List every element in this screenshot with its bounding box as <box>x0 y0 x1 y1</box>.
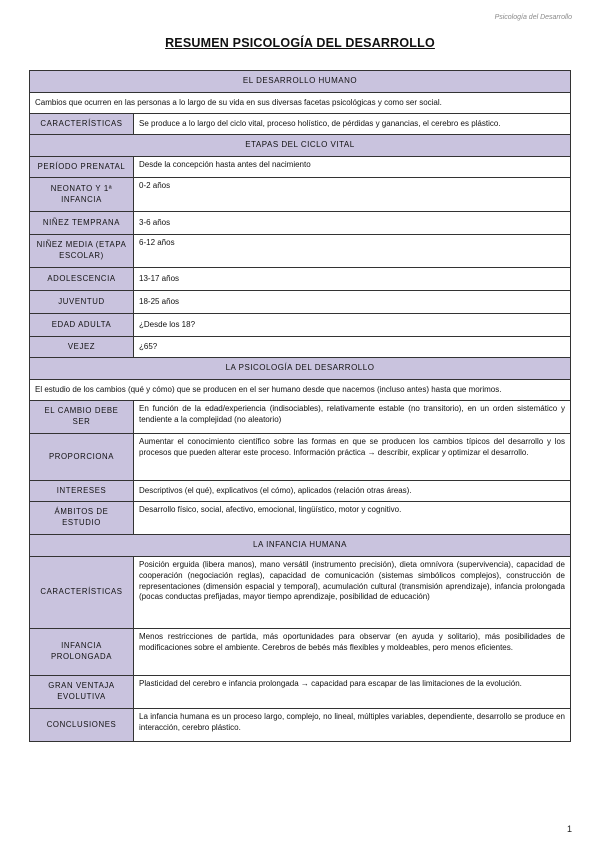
section-header-row <box>30 71 571 93</box>
row-text: 18-25 años <box>134 291 571 314</box>
row-text: En función de la edad/experiencia (indisociables), relativamente estable (no transitorio), en un orden sistemático y tendiente a la complejidad (no aleatorio) <box>134 401 571 434</box>
page-number: 1 <box>566 824 572 834</box>
row-text: ¿Desde los 18? <box>134 314 571 337</box>
row-text: Se produce a lo largo del ciclo vital, proceso holístico, de pérdidas y ganancias, el cerebro es plástico. <box>134 114 571 135</box>
row-label: PROPORCIONA <box>30 434 134 481</box>
row-text: Desde la concepción hasta antes del nacimiento <box>134 157 571 178</box>
page-title: RESUMEN PSICOLOGÍA DEL DESARROLLO <box>165 36 435 50</box>
section-intro: Cambios que ocurren en las personas a lo largo de su vida en sus diversas facetas psicológicas y como ser social. <box>30 93 571 114</box>
row-text: Menos restricciones de partida, más oportunidades para observar (en ayuda y solitario), más posibilidades de modificaciones sobre el ambiente. Cerebros de bebés más flexibles y moldeables, pero menos eficientes. <box>134 629 571 676</box>
row-text: Plasticidad del cerebro e infancia prolongada → capacidad para escapar de las limitaciones de la evolución. <box>134 676 571 709</box>
row-label: EL CAMBIO DEBE SER <box>30 401 134 434</box>
row-text: 13-17 años <box>134 268 571 291</box>
row-label: ADOLESCENCIA <box>30 268 134 291</box>
row-text: 0-2 años <box>134 178 571 212</box>
row-label: INTERESES <box>30 481 134 502</box>
section-heading: EL DESARROLLO HUMANO <box>30 71 571 93</box>
row-label: CARACTERÍSTICAS <box>30 114 134 135</box>
row-text: 3-6 años <box>134 212 571 235</box>
row-label: GRAN VENTAJA EVOLUTIVA <box>30 676 134 709</box>
row-label: PERÍODO PRENATAL <box>30 157 134 178</box>
row-label: INFANCIA PROLONGADA <box>30 629 134 676</box>
row-label: CONCLUSIONES <box>30 709 134 742</box>
row-label: NIÑEZ MEDIA (ETAPA ESCOLAR) <box>30 235 134 268</box>
running-header: Psicología del Desarrollo <box>494 14 572 21</box>
row-text: 6-12 años <box>134 235 571 268</box>
row-label: JUVENTUD <box>30 291 134 314</box>
row-text: Posición erguida (libera manos), mano versátil (instrumento precisión), dieta omnívora (supervivencia), capacidad de cooperación (negociación reglas), capacidad de comunicación (sistemas simbólicos complejos), construcción de representaciones (dimensión espacial y temporal), acumulación cultural (transmisión aprendizaje), infancia prolongada (pocas conductas prefijadas, mayor tiempo aprendizaje, posibilidad de educación) <box>134 557 571 629</box>
section-heading: LA PSICOLOGÍA DEL DESARROLLO <box>30 358 571 380</box>
row-label: NEONATO Y 1ª INFANCIA <box>30 178 134 212</box>
row-label: NIÑEZ TEMPRANA <box>30 212 134 235</box>
row-label: CARACTERÍSTICAS <box>30 557 134 629</box>
section-heading: LA INFANCIA HUMANA <box>30 535 571 557</box>
section-heading: ETAPAS DEL CICLO VITAL <box>30 135 571 157</box>
row-text: ¿65? <box>134 337 571 358</box>
row-label: VEJEZ <box>30 337 134 358</box>
row-label: ÁMBITOS DE ESTUDIO <box>30 502 134 535</box>
row-text: Descriptivos (el qué), explicativos (el cómo), aplicados (relación otras áreas). <box>134 481 571 502</box>
row-text: La infancia humana es un proceso largo, complejo, no lineal, múltiples variables, dependiente, desarrollo se produce en interacción, cerebro plástico. <box>134 709 571 742</box>
row-text: Desarrollo físico, social, afectivo, emocional, lingüístico, motor y cognitivo. <box>134 502 571 535</box>
section-intro: El estudio de los cambios (qué y cómo) que se producen en el ser humano desde que nacemos (incluso antes) hasta que morimos. <box>30 380 571 401</box>
row-text: Aumentar el conocimiento científico sobre las formas en que se producen los cambios típicos del desarrollo y los procesos que pueden alterar este proceso. Información práctica → describir, explicar y optimizar el desarrollo. <box>134 434 571 481</box>
row-label: EDAD ADULTA <box>30 314 134 337</box>
summary-table <box>29 70 571 742</box>
